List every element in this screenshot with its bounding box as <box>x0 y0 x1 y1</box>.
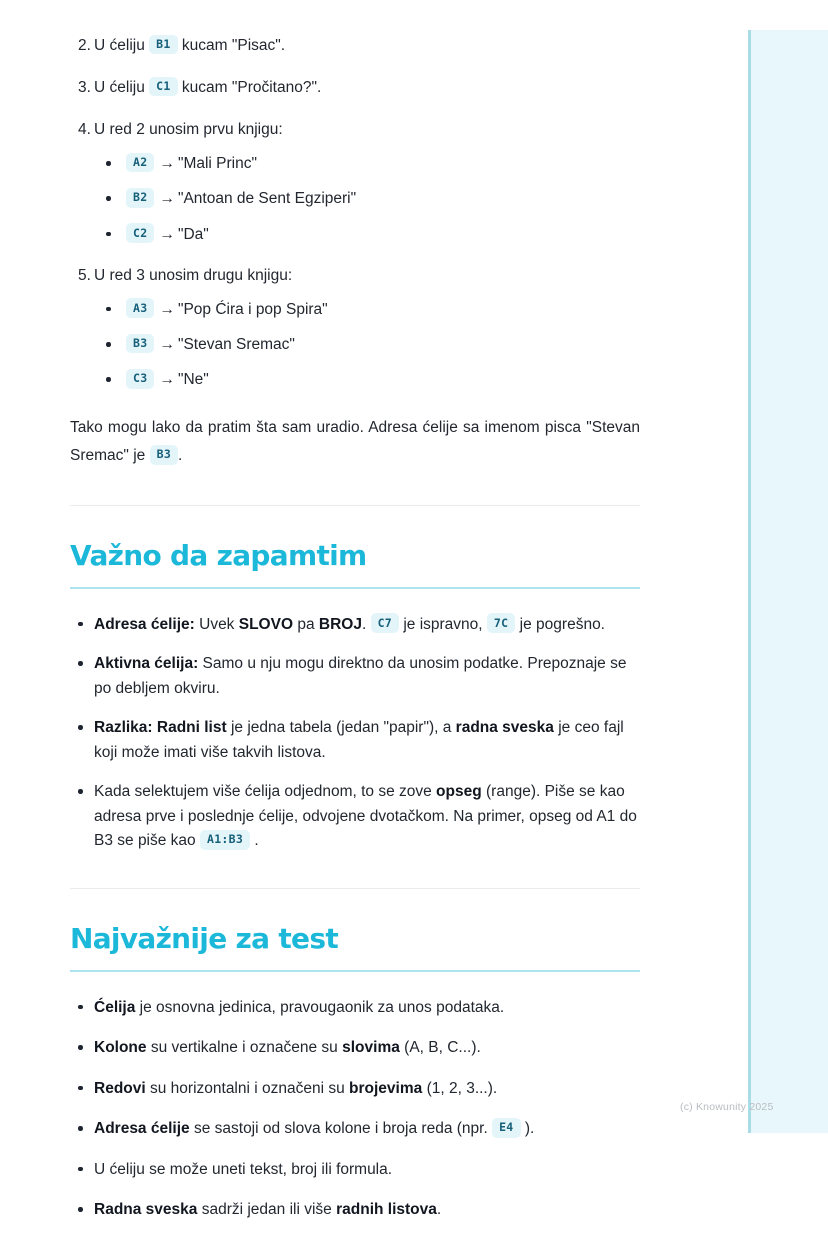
cell-value: "Da" <box>177 225 209 243</box>
cell-ref-chip[interactable]: C2 <box>126 223 154 243</box>
arrow-icon: → <box>159 225 175 243</box>
item-text: (A, B, C...). <box>399 1039 481 1057</box>
item-text: je osnovna jedinica, pravougaonik za unos podataka. <box>135 998 505 1016</box>
list-item <box>94 152 640 175</box>
item-text: Uvek <box>194 615 239 633</box>
item-text: su horizontalni i označeni su <box>145 1079 350 1097</box>
step-item-5 <box>70 264 640 392</box>
page-title-important: Važno da zapamtim <box>70 538 367 572</box>
item-text: su vertikalne i označene su <box>146 1039 343 1057</box>
arrow-icon: → <box>159 300 175 318</box>
list-item <box>70 1117 640 1141</box>
cell-value: "Mali Princ" <box>177 155 257 173</box>
item-bold-label: Redovi <box>94 1079 146 1097</box>
step-number: 5. <box>78 266 91 284</box>
item-bold-emphasis: brojevima <box>349 1079 423 1097</box>
step-text: U red 2 unosim prvu knjigu: <box>94 121 283 139</box>
list-item <box>70 613 640 637</box>
item-bold-emphasis: BROJ <box>318 615 362 633</box>
title-underline <box>70 970 640 972</box>
item-text: pa <box>293 615 319 633</box>
cell-value: "Pop Ćira i pop Spira" <box>177 300 328 318</box>
step-text-pre: U ćeliju <box>94 79 145 97</box>
cell-ref-chip[interactable]: B3 <box>126 334 154 354</box>
item-text: . <box>436 1201 442 1219</box>
item-text: Samo u nju mogu direktno da unosim podatke. Prepoznaje se po debljem okviru. <box>94 655 627 697</box>
important-points-list <box>70 613 640 854</box>
item-bold-label: Radna sveska <box>94 1201 198 1219</box>
step-text: U red 3 unosim drugu knjigu: <box>94 266 293 284</box>
item-text: . <box>250 832 259 850</box>
item-bold-label: Kolone <box>94 1039 147 1057</box>
cell-ref-chip-incorrect[interactable]: 7C <box>487 613 515 633</box>
list-item <box>94 223 640 246</box>
summary-paragraph <box>70 414 640 471</box>
item-text: (1, 2, 3...). <box>422 1079 498 1097</box>
list-item <box>94 333 640 356</box>
item-bold-label: Razlika: Radni list <box>94 719 227 737</box>
item-bold-label: Ćelija <box>94 998 136 1016</box>
section-divider <box>70 888 640 889</box>
step-number: 2. <box>78 37 91 54</box>
list-item <box>70 1198 640 1222</box>
item-text: se sastoji od slova kolone i broja reda (npr. <box>189 1120 493 1138</box>
cell-ref-chip[interactable]: B3 <box>150 445 178 465</box>
item-bold-label: Adresa ćelije: <box>94 615 195 633</box>
list-item <box>70 1158 640 1182</box>
item-bold-label: Adresa ćelije <box>94 1120 190 1138</box>
list-item <box>94 368 640 391</box>
step-text-post: kucam "Pročitano?". <box>181 79 322 97</box>
item-bold-emphasis: SLOVO <box>238 615 294 633</box>
cell-ref-chip[interactable]: C3 <box>126 369 154 389</box>
item-bold-label: Aktivna ćelija: <box>94 655 199 673</box>
list-item <box>70 1036 640 1060</box>
item-text: je pogrešno. <box>515 615 605 633</box>
step-item-2 <box>70 34 640 58</box>
list-item <box>94 187 640 210</box>
numbered-steps-list <box>70 34 640 392</box>
item-text: je ceo fajl koji može imati više takvih listova. <box>94 719 624 761</box>
cell-ref-chip[interactable]: A3 <box>126 298 154 318</box>
right-side-panel <box>748 30 828 1133</box>
arrow-icon: → <box>159 336 175 354</box>
arrow-icon: → <box>159 371 175 389</box>
step-item-4 <box>70 118 640 246</box>
cell-value: "Ne" <box>177 371 209 389</box>
cell-ref-chip[interactable]: B1 <box>149 35 177 55</box>
cell-value: "Stevan Sremac" <box>177 336 295 354</box>
item-text: ). <box>520 1120 535 1138</box>
item-bold-emphasis: opseg <box>436 783 482 801</box>
cell-ref-chip[interactable]: E4 <box>492 1118 520 1138</box>
step-item-3 <box>70 76 640 100</box>
item-text: Kada selektujem više ćelija odjednom, to se zove <box>94 783 437 801</box>
page-title-test: Najvažnije za test <box>70 921 339 955</box>
sub-bullet-list <box>94 152 640 246</box>
list-item <box>70 996 640 1020</box>
cell-ref-chip-correct[interactable]: C7 <box>371 613 399 633</box>
list-item <box>70 716 640 765</box>
item-text: je ispravno, <box>399 615 487 633</box>
cell-ref-chip[interactable]: A2 <box>126 153 154 173</box>
sub-bullet-list <box>94 298 640 392</box>
step-number: 3. <box>78 79 91 97</box>
paragraph-text-part2: . <box>178 447 183 465</box>
item-text: . <box>361 615 371 633</box>
item-bold-emphasis: slovima <box>342 1039 400 1057</box>
item-text: je jedna tabela (jedan "papir"), a <box>226 719 456 737</box>
step-text-pre: U ćeliju <box>94 37 145 54</box>
paragraph-text-part1: Tako mogu lako da pratim šta sam uradio. Adresa ćelije sa imenom pisca "Stevan Sremac" je <box>70 418 640 465</box>
item-bold-emphasis: radnih listova <box>336 1201 437 1219</box>
section-divider <box>70 505 640 506</box>
test-points-list <box>70 996 640 1223</box>
list-item <box>70 1077 640 1101</box>
list-item <box>94 298 640 321</box>
arrow-icon: → <box>159 155 175 173</box>
item-text: sadrži jedan ili više <box>197 1201 337 1219</box>
cell-ref-chip[interactable]: B2 <box>126 188 154 208</box>
range-ref-chip[interactable]: A1:B3 <box>200 830 250 850</box>
cell-value: "Antoan de Sent Egziperi" <box>177 190 357 208</box>
step-text-post: kucam "Pisac". <box>181 37 286 54</box>
item-bold-emphasis: radna sveska <box>455 719 554 737</box>
item-text: U ćeliju se može uneti tekst, broj ili formula. <box>94 1160 393 1178</box>
step-number: 4. <box>78 121 91 139</box>
item-text: (range). Piše se kao adresa prve i poslednje ćelije, odvojene dvotačkom. Na primer, opseg od A1 do B3 se piše kao <box>94 783 637 850</box>
list-item <box>70 780 640 853</box>
list-item <box>70 652 640 701</box>
footer-watermark: (c) Knowunity 2025 <box>680 1101 774 1113</box>
arrow-icon: → <box>159 190 175 208</box>
cell-ref-chip[interactable]: C1 <box>149 77 177 97</box>
title-underline <box>70 587 640 589</box>
